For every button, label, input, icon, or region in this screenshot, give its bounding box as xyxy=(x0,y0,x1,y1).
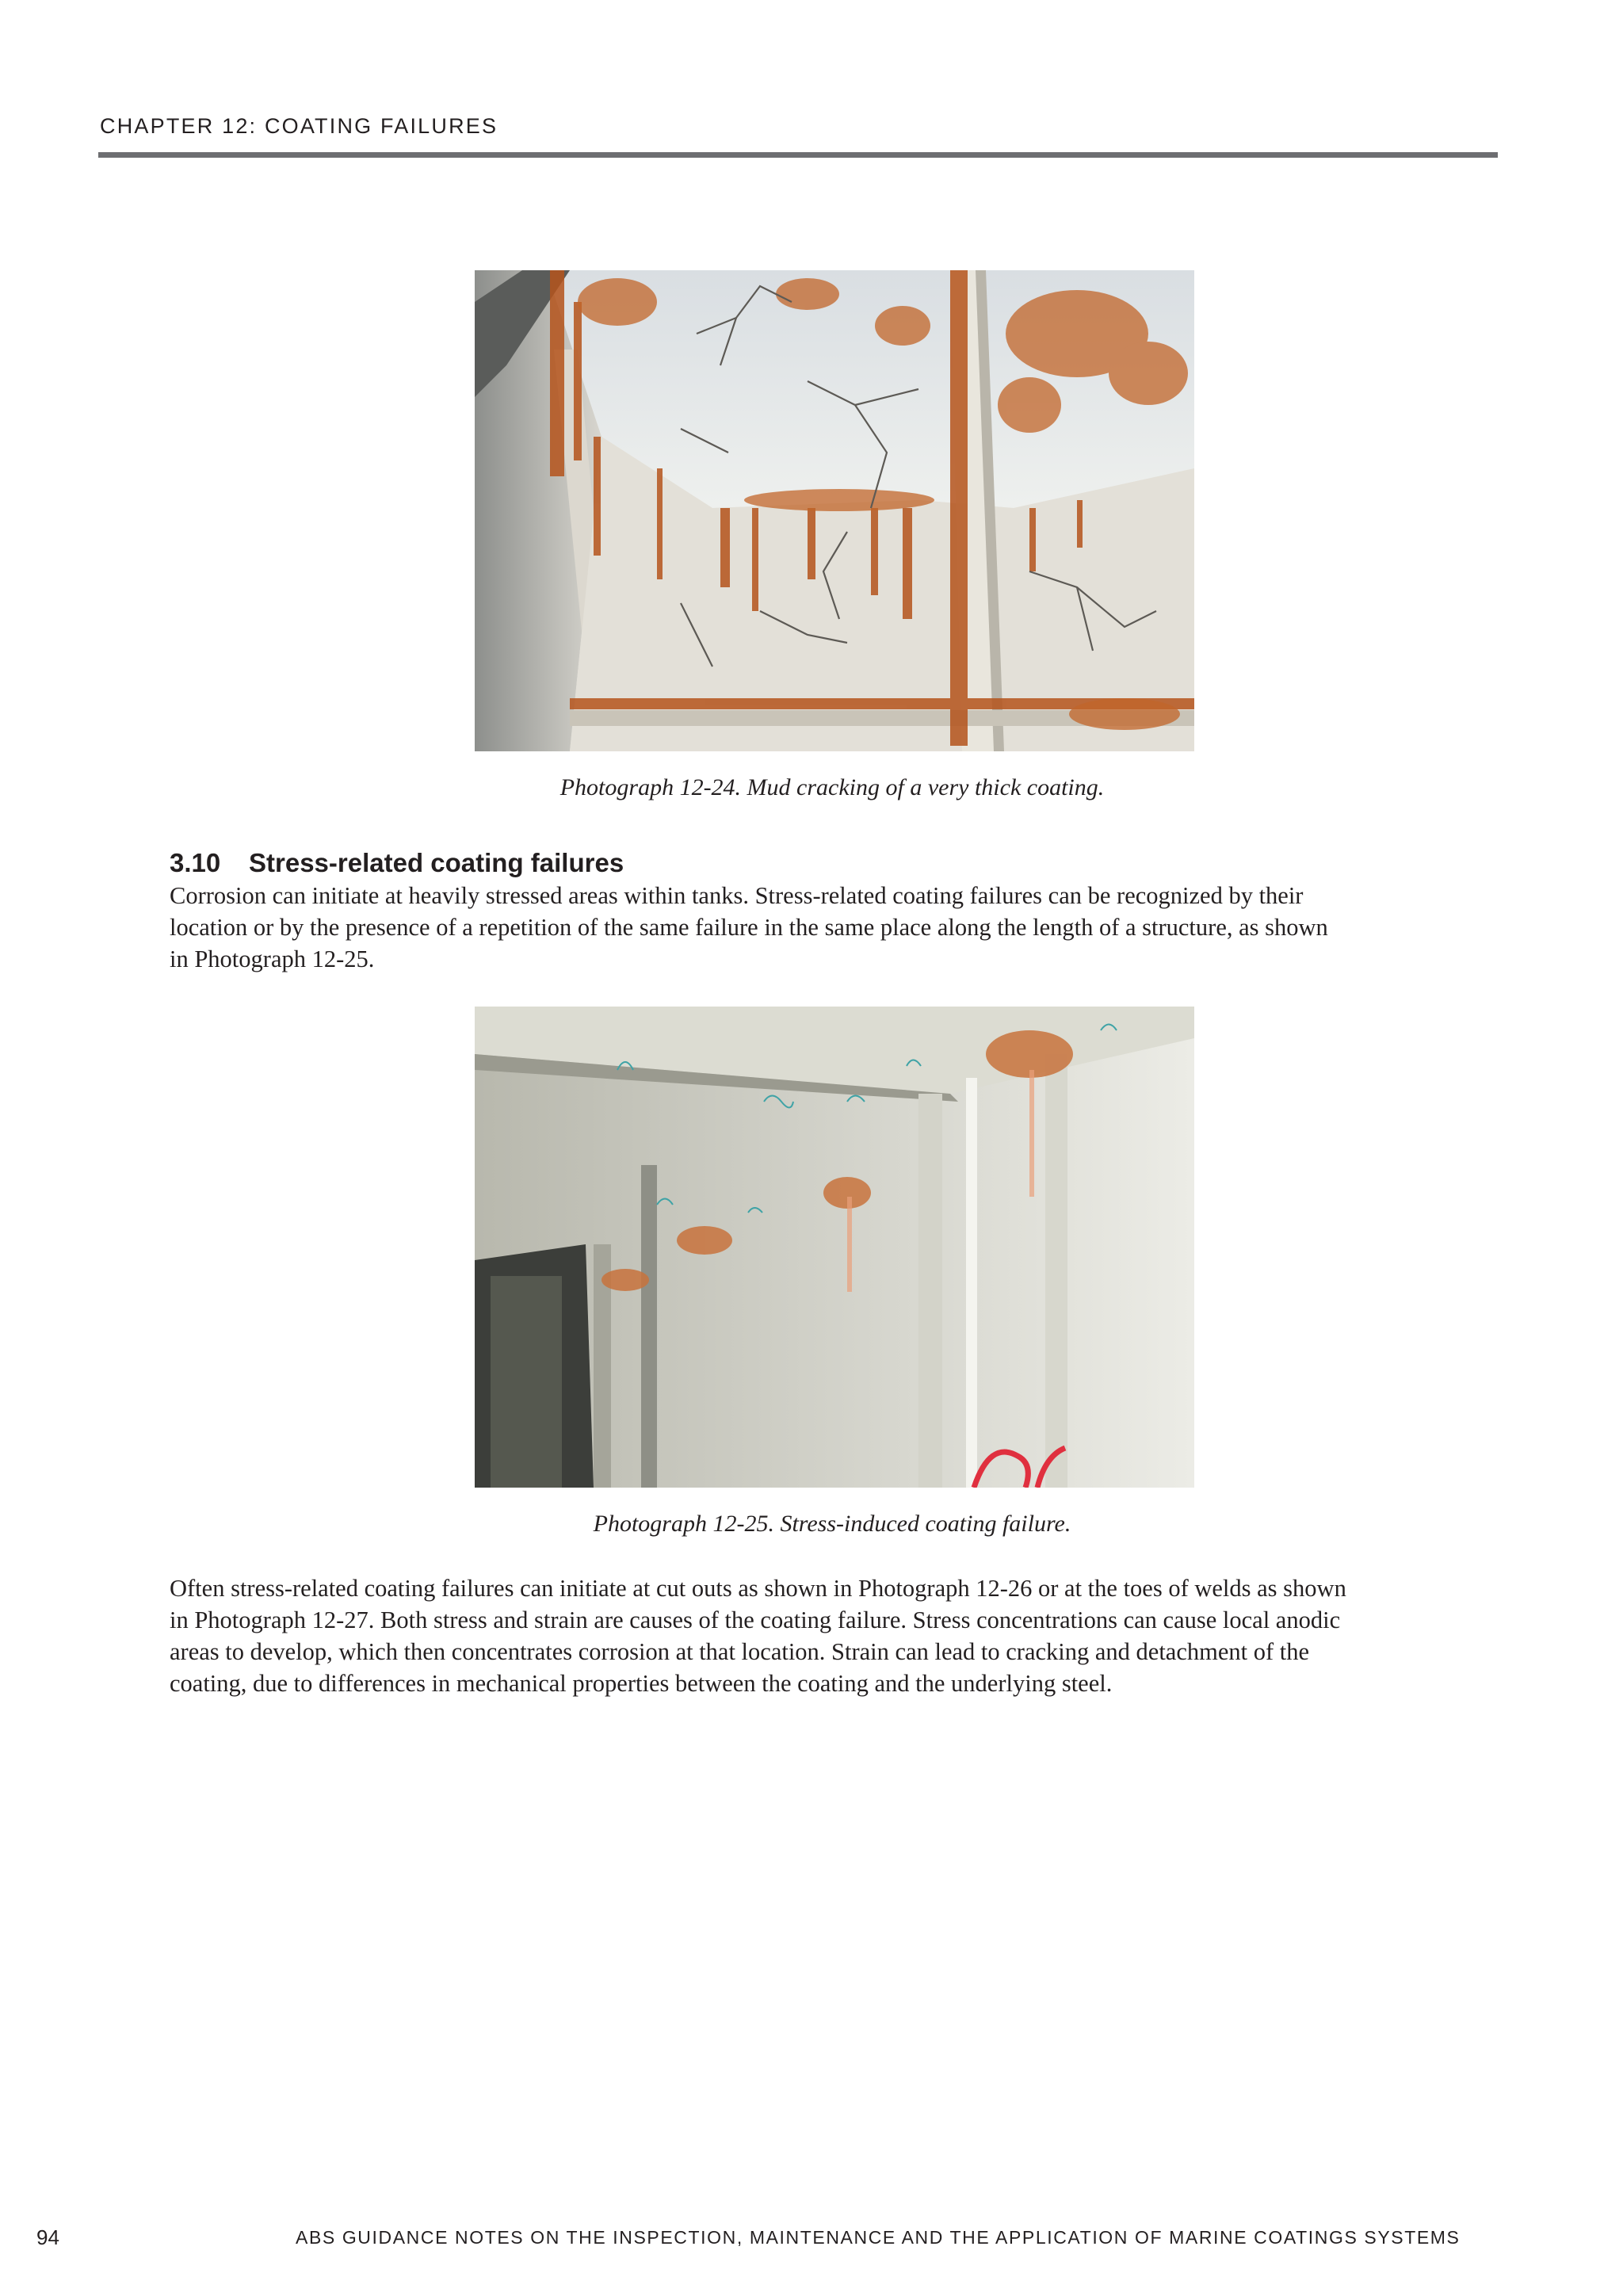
paragraph-line: coating, due to differences in mechanical properties between the coating and the underlying steel. xyxy=(170,1670,1113,1697)
body-paragraph xyxy=(170,1572,1517,1699)
photograph-stress-failure xyxy=(475,1007,1194,1488)
publication-title: ABS GUIDANCE NOTES ON THE INSPECTION, MAINTENANCE AND THE APPLICATION OF MARINE COATINGS SYSTEMS xyxy=(296,2227,1461,2248)
section-title: Stress-related coating failures xyxy=(249,848,624,877)
section-heading xyxy=(170,848,624,878)
paragraph-line: in Photograph 12-25. xyxy=(170,946,375,972)
photograph-mud-cracking xyxy=(475,270,1194,751)
header-rule xyxy=(98,152,1498,158)
paragraph-line: Corrosion can initiate at heavily stressed areas within tanks. Stress-related coating failures can be recognized by their xyxy=(170,882,1304,909)
paragraph-line: Often stress-related coating failures can initiate at cut outs as shown in Photograph 12-26 or at the toes of welds as shown xyxy=(170,1575,1346,1602)
body-paragraph xyxy=(170,880,1517,975)
photo-caption: Photograph 12-25. Stress-induced coating failure. xyxy=(593,1511,1071,1537)
page-number: 94 xyxy=(36,2225,59,2249)
paragraph-line: areas to develop, which then concentrates corrosion at that location. Strain can lead to cracking and detachment of the xyxy=(170,1638,1310,1665)
photo-caption: Photograph 12-24. Mud cracking of a very thick coating. xyxy=(559,774,1105,800)
paragraph-line: in Photograph 12-27. Both stress and strain are causes of the coating failure. Stress concentrations can cause local anodic xyxy=(170,1606,1341,1633)
running-head: CHAPTER 12: COATING FAILURES xyxy=(100,114,498,138)
paragraph-line: location or by the presence of a repetition of the same failure in the same place along the length of a structure, as shown xyxy=(170,914,1328,941)
section-number: 3.10 xyxy=(170,848,221,877)
